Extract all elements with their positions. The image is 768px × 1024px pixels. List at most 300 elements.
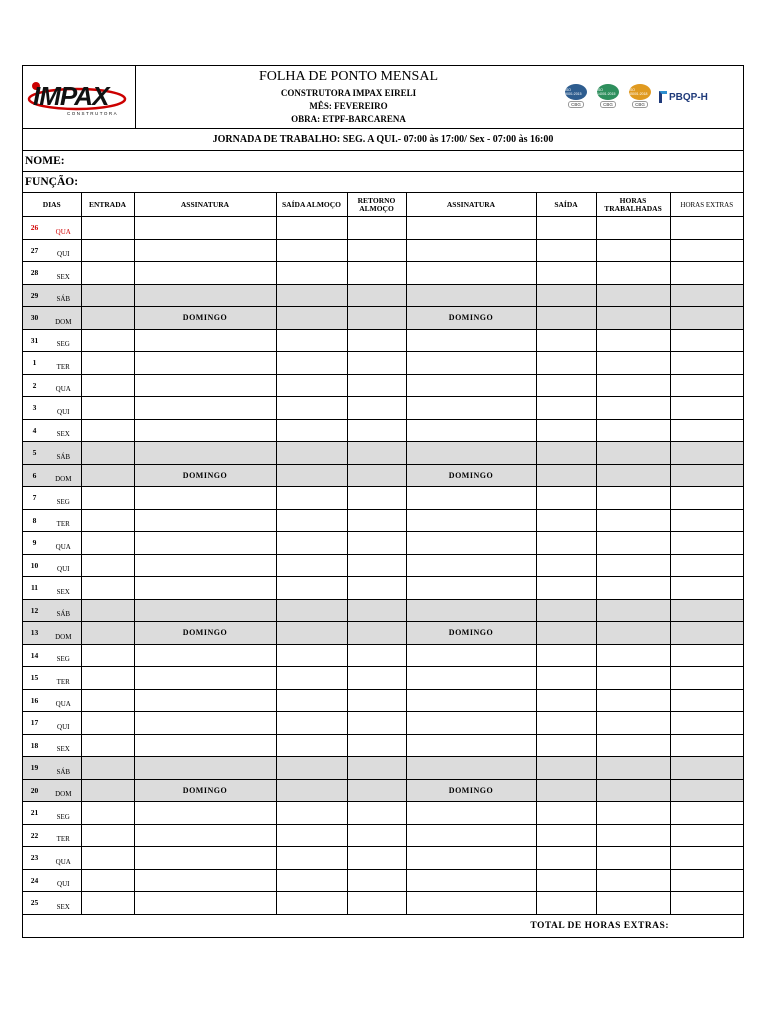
day-row [23,577,743,600]
signature-cell[interactable] [134,779,276,802]
day-number: 28 [23,262,46,285]
exit-cell[interactable] [536,757,596,780]
signature-cell[interactable] [134,374,276,397]
lunch-return-cell[interactable] [347,487,406,510]
lunch-out-cell[interactable] [276,419,347,442]
extra-hours-cell[interactable] [670,802,743,825]
worked-hours-cell[interactable] [596,284,670,307]
exit-cell[interactable] [536,779,596,802]
signature-cell[interactable] [406,329,536,352]
worked-hours-cell[interactable] [596,824,670,847]
weekday: DOM [46,779,81,802]
entry-cell[interactable] [81,352,134,375]
worked-hours-cell[interactable] [596,352,670,375]
lunch-return-cell[interactable] [347,689,406,712]
extra-hours-cell[interactable] [670,262,743,285]
exit-cell[interactable] [536,869,596,892]
signature-cell[interactable] [134,644,276,667]
entry-cell[interactable] [81,442,134,465]
lunch-return-cell[interactable] [347,532,406,555]
worked-hours-cell[interactable] [596,802,670,825]
entry-cell[interactable] [81,374,134,397]
exit-cell[interactable] [536,622,596,645]
exit-cell[interactable] [536,284,596,307]
day-number: 13 [23,622,46,645]
entry-cell[interactable] [81,779,134,802]
worked-hours-cell[interactable] [596,509,670,532]
signature-cell[interactable] [134,239,276,262]
entry-cell[interactable] [81,577,134,600]
signature-cell[interactable] [406,757,536,780]
worked-hours-cell[interactable] [596,892,670,915]
extra-hours-cell[interactable] [670,352,743,375]
worked-hours-cell[interactable] [596,374,670,397]
extra-hours-cell[interactable] [670,374,743,397]
lunch-return-cell[interactable] [347,374,406,397]
day-number: 3 [23,397,46,420]
entry-cell[interactable] [81,689,134,712]
worked-hours-cell[interactable] [596,689,670,712]
entry-cell[interactable] [81,802,134,825]
column-header: HORAS TRABALHADAS [596,193,670,217]
day-row [23,779,743,802]
extra-hours-cell[interactable] [670,464,743,487]
signature-cell[interactable] [406,802,536,825]
entry-cell[interactable] [81,667,134,690]
signature-cell[interactable] [406,689,536,712]
signature-cell[interactable] [406,442,536,465]
extra-hours-cell[interactable] [670,689,743,712]
day-number: 6 [23,464,46,487]
extra-hours-cell[interactable] [670,847,743,870]
signature-cell[interactable] [406,532,536,555]
signature-cell[interactable] [134,464,276,487]
signature-cell[interactable] [134,667,276,690]
function-field[interactable] [23,172,743,193]
day-row [23,464,743,487]
lunch-return-cell[interactable] [347,847,406,870]
worked-hours-cell[interactable] [596,239,670,262]
extra-hours-cell[interactable] [670,217,743,240]
lunch-return-cell[interactable] [347,419,406,442]
work-schedule: JORNADA DE TRABALHO: SEG. A QUI.- 07:00 às 17:00/ Sex - 07:00 às 16:00 [23,129,743,151]
lunch-out-cell[interactable] [276,307,347,330]
entry-cell[interactable] [81,419,134,442]
extra-hours-cell[interactable] [670,307,743,330]
signature-cell[interactable] [134,487,276,510]
extra-hours-cell[interactable] [670,397,743,420]
extra-hours-cell[interactable] [670,599,743,622]
lunch-out-cell[interactable] [276,464,347,487]
signature-cell[interactable] [406,824,536,847]
day-row [23,487,743,510]
worked-hours-cell[interactable] [596,847,670,870]
signature-cell[interactable] [406,712,536,735]
exit-cell[interactable] [536,577,596,600]
exit-cell[interactable] [536,509,596,532]
lunch-out-cell[interactable] [276,824,347,847]
worked-hours-cell[interactable] [596,532,670,555]
signature-cell[interactable] [134,284,276,307]
signature-cell[interactable] [406,352,536,375]
day-row [23,307,743,330]
entry-cell[interactable] [81,284,134,307]
lunch-return-cell[interactable] [347,577,406,600]
lunch-return-cell[interactable] [347,869,406,892]
entry-cell[interactable] [81,307,134,330]
exit-cell[interactable] [536,262,596,285]
signature-cell[interactable] [134,532,276,555]
day-row [23,712,743,735]
lunch-return-cell[interactable] [347,802,406,825]
signature-cell[interactable] [406,622,536,645]
lunch-return-cell[interactable] [347,892,406,915]
extra-hours-cell[interactable] [670,284,743,307]
lunch-out-cell[interactable] [276,487,347,510]
signature-cell[interactable] [406,667,536,690]
cert-ring: ISO 45001:2018 [629,84,651,100]
lunch-out-cell[interactable] [276,622,347,645]
worked-hours-cell[interactable] [596,397,670,420]
worked-hours-cell[interactable] [596,487,670,510]
entry-cell[interactable] [81,757,134,780]
signature-cell[interactable] [406,577,536,600]
day-number: 16 [23,689,46,712]
lunch-out-cell[interactable] [276,284,347,307]
signature-cell[interactable] [406,284,536,307]
extra-hours-cell[interactable] [670,419,743,442]
extra-hours-cell[interactable] [670,757,743,780]
entry-cell[interactable] [81,892,134,915]
day-number: 26 [23,217,46,240]
lunch-return-cell[interactable] [347,712,406,735]
exit-cell[interactable] [536,554,596,577]
exit-cell[interactable] [536,374,596,397]
extra-hours-cell[interactable] [670,667,743,690]
entry-cell[interactable] [81,599,134,622]
weekday: TER [46,509,81,532]
signature-cell[interactable] [134,217,276,240]
exit-cell[interactable] [536,734,596,757]
day-number: 8 [23,509,46,532]
worked-hours-cell[interactable] [596,622,670,645]
signature-cell[interactable] [134,509,276,532]
signature-cell[interactable] [134,599,276,622]
exit-cell[interactable] [536,599,596,622]
signature-cell[interactable] [406,307,536,330]
lunch-return-cell[interactable] [347,734,406,757]
exit-cell[interactable] [536,532,596,555]
exit-cell[interactable] [536,352,596,375]
day-row [23,509,743,532]
extra-hours-cell[interactable] [670,487,743,510]
lunch-return-cell[interactable] [347,644,406,667]
signature-cell[interactable] [134,419,276,442]
signature-cell[interactable] [134,442,276,465]
exit-cell[interactable] [536,239,596,262]
signature-cell[interactable] [406,734,536,757]
extra-hours-cell[interactable] [670,869,743,892]
worked-hours-cell[interactable] [596,307,670,330]
exit-cell[interactable] [536,847,596,870]
lunch-return-cell[interactable] [347,509,406,532]
title-block [136,66,561,128]
lunch-out-cell[interactable] [276,757,347,780]
signature-cell[interactable] [406,217,536,240]
extra-hours-cell[interactable] [670,734,743,757]
weekday: TER [46,667,81,690]
name-field[interactable] [23,151,743,172]
day-row [23,869,743,892]
lunch-return-cell[interactable] [347,442,406,465]
signature-cell[interactable] [406,892,536,915]
lunch-return-cell[interactable] [347,397,406,420]
signature-cell[interactable] [406,464,536,487]
exit-cell[interactable] [536,667,596,690]
exit-cell[interactable] [536,307,596,330]
table-header [23,193,743,217]
signature-cell[interactable] [134,352,276,375]
exit-cell[interactable] [536,689,596,712]
exit-cell[interactable] [536,419,596,442]
entry-cell[interactable] [81,464,134,487]
lunch-out-cell[interactable] [276,734,347,757]
signature-cell[interactable] [406,779,536,802]
worked-hours-cell[interactable] [596,734,670,757]
extra-hours-cell[interactable] [670,712,743,735]
day-number: 7 [23,487,46,510]
lunch-out-cell[interactable] [276,712,347,735]
entry-cell[interactable] [81,532,134,555]
day-number: 10 [23,554,46,577]
worked-hours-cell[interactable] [596,577,670,600]
exit-cell[interactable] [536,397,596,420]
lunch-out-cell[interactable] [276,892,347,915]
signature-cell[interactable] [406,554,536,577]
lunch-out-cell[interactable] [276,442,347,465]
lunch-out-cell[interactable] [276,532,347,555]
day-number: 20 [23,779,46,802]
extra-hours-cell[interactable] [670,329,743,352]
signature-cell[interactable] [134,262,276,285]
exit-cell[interactable] [536,487,596,510]
extra-hours-cell[interactable] [670,509,743,532]
signature-cell[interactable] [406,419,536,442]
lunch-return-cell[interactable] [347,284,406,307]
lunch-out-cell[interactable] [276,802,347,825]
worked-hours-cell[interactable] [596,464,670,487]
signature-cell[interactable] [134,734,276,757]
exit-cell[interactable] [536,802,596,825]
exit-cell[interactable] [536,329,596,352]
lunch-out-cell[interactable] [276,554,347,577]
lunch-out-cell[interactable] [276,262,347,285]
entry-cell[interactable] [81,509,134,532]
day-row [23,892,743,915]
worked-hours-cell[interactable] [596,779,670,802]
signature-cell[interactable] [134,802,276,825]
lunch-return-cell[interactable] [347,667,406,690]
signature-cell[interactable] [134,757,276,780]
lunch-return-cell[interactable] [347,262,406,285]
certifications [561,66,743,128]
sunday-label: DOMINGO [448,313,494,323]
lunch-out-cell[interactable] [276,779,347,802]
signature-cell[interactable] [406,847,536,870]
day-number: 31 [23,329,46,352]
worked-hours-cell[interactable] [596,442,670,465]
signature-cell[interactable] [134,689,276,712]
worked-hours-cell[interactable] [596,757,670,780]
lunch-out-cell[interactable] [276,599,347,622]
lunch-return-cell[interactable] [347,307,406,330]
cert-label: CBG [632,101,648,108]
lunch-out-cell[interactable] [276,329,347,352]
weekday: QUA [46,217,81,240]
extra-hours-cell[interactable] [670,779,743,802]
lunch-return-cell[interactable] [347,239,406,262]
lunch-return-cell[interactable] [347,779,406,802]
lunch-return-cell[interactable] [347,622,406,645]
signature-cell[interactable] [406,509,536,532]
worked-hours-cell[interactable] [596,667,670,690]
signature-cell[interactable] [134,397,276,420]
day-row [23,757,743,780]
signature-cell[interactable] [134,577,276,600]
signature-cell[interactable] [406,869,536,892]
signature-cell[interactable] [406,397,536,420]
exit-cell[interactable] [536,712,596,735]
extra-hours-cell[interactable] [670,892,743,915]
worked-hours-cell[interactable] [596,869,670,892]
signature-cell[interactable] [134,622,276,645]
page-title: FOLHA DE PONTO MENSAL [258,68,439,84]
lunch-out-cell[interactable] [276,847,347,870]
signature-cell[interactable] [134,554,276,577]
lunch-out-cell[interactable] [276,352,347,375]
entry-cell[interactable] [81,397,134,420]
exit-cell[interactable] [536,217,596,240]
lunch-return-cell[interactable] [347,824,406,847]
exit-cell[interactable] [536,464,596,487]
signature-cell[interactable] [406,262,536,285]
entry-cell[interactable] [81,262,134,285]
extra-hours-cell[interactable] [670,577,743,600]
lunch-out-cell[interactable] [276,239,347,262]
lunch-out-cell[interactable] [276,644,347,667]
extra-hours-cell[interactable] [670,622,743,645]
extra-hours-cell[interactable] [670,554,743,577]
entry-cell[interactable] [81,824,134,847]
worked-hours-cell[interactable] [596,419,670,442]
worked-hours-cell[interactable] [596,217,670,240]
signature-cell[interactable] [134,892,276,915]
lunch-return-cell[interactable] [347,599,406,622]
cert-label: CBG [568,101,584,108]
signature-cell[interactable] [406,374,536,397]
lunch-out-cell[interactable] [276,397,347,420]
weekday: SEX [46,892,81,915]
lunch-out-cell[interactable] [276,577,347,600]
day-number: 30 [23,307,46,330]
signature-cell[interactable] [134,307,276,330]
signature-cell[interactable] [134,712,276,735]
total-label: TOTAL DE HORAS EXTRAS: [530,920,669,931]
extra-hours-cell[interactable] [670,239,743,262]
timesheet [22,65,744,938]
timesheet-table [23,193,743,915]
day-row [23,599,743,622]
lunch-out-cell[interactable] [276,509,347,532]
signature-cell[interactable] [406,644,536,667]
signature-cell[interactable] [134,824,276,847]
entry-cell[interactable] [81,644,134,667]
signature-cell[interactable] [134,329,276,352]
entry-cell[interactable] [81,239,134,262]
signature-cell[interactable] [406,487,536,510]
entry-cell[interactable] [81,217,134,240]
column-header: ENTRADA [81,193,134,217]
extra-hours-cell[interactable] [670,644,743,667]
extra-hours-cell[interactable] [670,442,743,465]
signature-cell[interactable] [134,869,276,892]
function-label: FUNÇÃO: [25,176,79,188]
lunch-return-cell[interactable] [347,217,406,240]
signature-cell[interactable] [406,599,536,622]
exit-cell[interactable] [536,442,596,465]
lunch-out-cell[interactable] [276,869,347,892]
entry-cell[interactable] [81,487,134,510]
lunch-return-cell[interactable] [347,757,406,780]
signature-cell[interactable] [406,239,536,262]
extra-hours-cell[interactable] [670,532,743,555]
sunday-label: DOMINGO [448,628,494,638]
extra-hours-cell[interactable] [670,824,743,847]
weekday: QUI [46,397,81,420]
entry-cell[interactable] [81,554,134,577]
company-name: CONSTRUTORA IMPAX EIRELI [280,87,417,98]
exit-cell[interactable] [536,892,596,915]
exit-cell[interactable] [536,824,596,847]
worked-hours-cell[interactable] [596,262,670,285]
entry-cell[interactable] [81,329,134,352]
worked-hours-cell[interactable] [596,599,670,622]
lunch-out-cell[interactable] [276,217,347,240]
lunch-return-cell[interactable] [347,352,406,375]
entry-cell[interactable] [81,712,134,735]
worked-hours-cell[interactable] [596,712,670,735]
lunch-out-cell[interactable] [276,689,347,712]
worked-hours-cell[interactable] [596,644,670,667]
sunday-label: DOMINGO [182,628,228,638]
weekday: QUA [46,689,81,712]
worked-hours-cell[interactable] [596,554,670,577]
day-number: 1 [23,352,46,375]
lunch-out-cell[interactable] [276,667,347,690]
lunch-return-cell[interactable] [347,464,406,487]
exit-cell[interactable] [536,644,596,667]
entry-cell[interactable] [81,734,134,757]
lunch-return-cell[interactable] [347,554,406,577]
day-row [23,217,743,240]
worked-hours-cell[interactable] [596,329,670,352]
signature-cell[interactable] [134,847,276,870]
entry-cell[interactable] [81,869,134,892]
lunch-out-cell[interactable] [276,374,347,397]
entry-cell[interactable] [81,847,134,870]
entry-cell[interactable] [81,622,134,645]
lunch-return-cell[interactable] [347,329,406,352]
